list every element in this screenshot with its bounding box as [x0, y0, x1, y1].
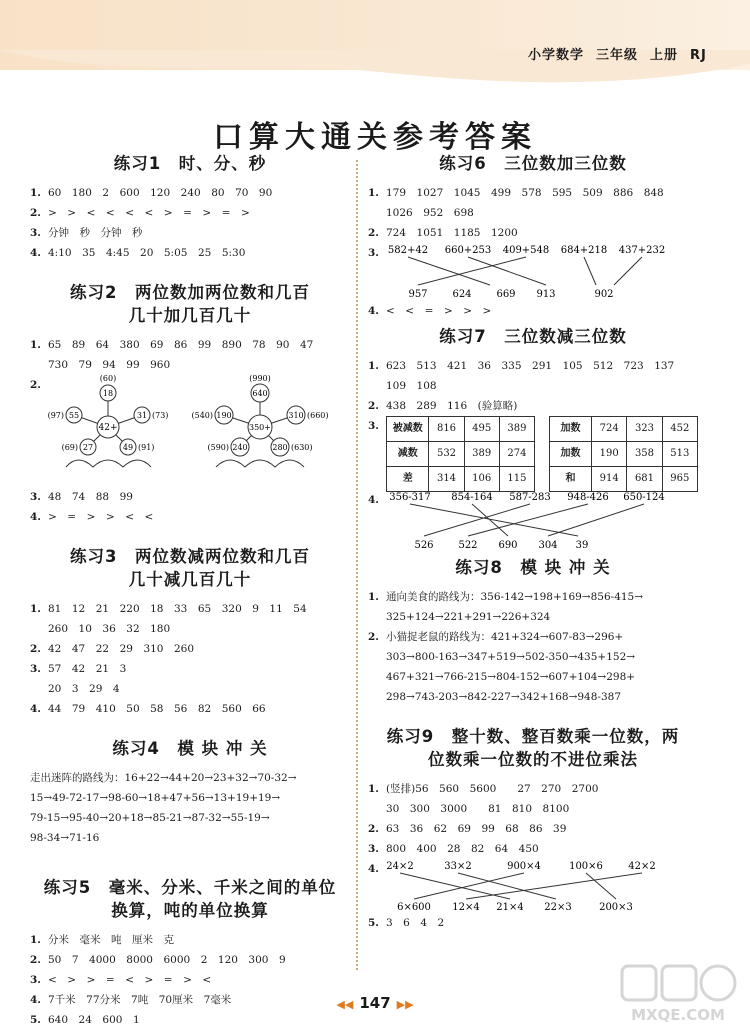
star-diagram-svg — [48, 375, 348, 487]
star1-left: 55 — [68, 411, 80, 420]
answer-text: 分米 毫米 吨 厘米 克 — [48, 934, 174, 946]
right-column — [368, 152, 698, 933]
table-cell: 452 — [662, 417, 697, 442]
star2-br-out: (630) — [291, 443, 313, 452]
match7-top-1: 356-317 — [389, 492, 431, 503]
section-5-title — [30, 876, 350, 922]
answer-text: 3 6 4 2 — [386, 917, 445, 929]
answer-line — [368, 647, 698, 667]
answer-num — [368, 647, 386, 667]
table-cell: 323 — [627, 417, 662, 442]
answer-text: 15→49-72-17→98-60→18+47+56→13+19+19→ — [30, 792, 281, 804]
page-title: 口算大通关参考答案 — [213, 120, 537, 155]
answer-text: 109 108 — [386, 380, 437, 392]
star1-br-out: (91) — [138, 443, 155, 452]
match7-bottom-1: 526 — [414, 540, 434, 551]
answer-text: 298→743-203→842-227→342+168→948-387 — [386, 691, 622, 703]
match9-top-5: 42×2 — [628, 861, 656, 872]
match6-bottom-1: 957 — [408, 289, 428, 300]
answer-text: 438 289 116 (验算略) — [386, 400, 518, 412]
answer-num — [368, 799, 386, 819]
star2-center: 350+ — [249, 423, 271, 432]
answer-text: 48 74 88 99 — [48, 491, 133, 503]
match7-top-3: 587-283 — [509, 492, 551, 503]
answer-line — [368, 667, 698, 687]
answer-num: 1. — [368, 360, 379, 372]
star1-left-out: (97) — [48, 411, 64, 420]
match9-bottom-2: 12×4 — [452, 902, 480, 913]
table-cell: 965 — [662, 467, 697, 492]
matching-7-svg — [386, 490, 686, 552]
answer-text: < > > = < > = > < — [48, 974, 212, 986]
matching-6-svg — [386, 243, 686, 301]
answer-line — [368, 587, 698, 607]
subtraction-table — [386, 416, 535, 492]
table-cell: 914 — [592, 467, 627, 492]
match9-bottom-1: 6×600 — [397, 902, 431, 913]
table-cell: 358 — [627, 442, 662, 467]
star2-bl-out: (590) — [207, 443, 229, 452]
answer-text: (竖排)56 560 5600 27 270 2700 — [386, 783, 599, 795]
answer-text: 通向美食的路线为：356-142→198+169→856-415→ — [386, 591, 644, 603]
answer-line — [30, 183, 350, 203]
matching-9-svg — [386, 859, 686, 913]
section-8-title: 练习8 模 块 冲 关 — [455, 558, 611, 577]
table-cell: 314 — [429, 467, 464, 492]
star2-top: 640 — [252, 389, 268, 398]
star2-right: 310 — [288, 411, 304, 420]
header-tag — [528, 44, 719, 63]
answer-text: < < = > > > — [386, 305, 492, 317]
match6-bottom-3: 669 — [496, 289, 516, 300]
match7-bottom-4: 304 — [538, 540, 558, 551]
prev-arrow-icon: ◀◀ — [336, 998, 354, 1011]
answer-text: 7千米 77分米 7吨 70厘米 7毫米 — [48, 994, 232, 1006]
answer-text: 42 47 22 29 310 260 — [48, 643, 195, 655]
match7-bottom-2: 522 — [458, 540, 478, 551]
section-9-title-line2: 位数乘一位数的不进位乘法 — [428, 750, 638, 769]
match7-top-5: 650-124 — [623, 492, 665, 503]
answer-line — [368, 356, 698, 376]
answer-num: 1. — [30, 934, 41, 946]
star-diagram-1 — [48, 375, 168, 467]
star-diagram-2 — [191, 375, 328, 467]
answer-text: 分钟 秒 分钟 秒 — [48, 227, 143, 239]
star1-top-out: (60) — [99, 375, 117, 383]
next-arrow-icon: ▶▶ — [396, 998, 414, 1011]
answer-text: 303→800-163→347+519→502-350→435+152→ — [386, 651, 636, 663]
answer-text: 467+321→766-215→804-152→607+104→298+ — [386, 671, 636, 683]
table-cell: 274 — [499, 442, 534, 467]
section-5-title-line2: 换算，吨的单位换算 — [111, 901, 269, 920]
table-cell: 389 — [499, 417, 534, 442]
section-9-title — [368, 725, 698, 771]
answer-line — [30, 243, 350, 263]
match7-top-4: 948-426 — [567, 492, 609, 503]
answer-line — [368, 627, 698, 647]
answer-line — [30, 335, 350, 355]
match6-top-4: 684+218 — [560, 245, 608, 256]
watermark — [618, 962, 738, 1030]
section-4-title: 练习4 模 块 冲 关 — [112, 739, 268, 758]
section-3-title — [30, 545, 350, 591]
column-divider — [356, 160, 358, 970]
answer-line — [368, 819, 698, 839]
header-subject: 小学数学 — [528, 48, 585, 63]
answer-line — [30, 355, 350, 375]
answer-text: > > < < < < > = > = > — [48, 207, 250, 219]
section-2-title-line1: 练习2 两位数加两位数和几百 — [70, 283, 310, 302]
match9-top-4: 100×6 — [569, 861, 603, 872]
star-diagrams — [30, 375, 350, 487]
star2-left: 190 — [216, 411, 232, 420]
matching-6 — [368, 243, 698, 301]
answer-num — [368, 687, 386, 707]
match7-bottom-5: 39 — [575, 540, 589, 551]
answer-num: 5. — [368, 917, 379, 929]
star2-top-out: (990) — [249, 375, 271, 383]
answer-text: 30 300 3000 81 810 8100 — [386, 803, 570, 815]
star2-br: 280 — [272, 443, 288, 452]
answer-line — [30, 223, 350, 243]
answer-text: 57 42 21 3 — [48, 663, 127, 675]
star1-right-out: (73) — [152, 411, 169, 420]
answer-text: 走出迷阵的路线为：16+22→44+20→23+32→70-32→ — [30, 772, 297, 784]
header-volume: 上册 — [650, 48, 679, 63]
star2-bl: 240 — [232, 443, 248, 452]
answer-line — [368, 183, 698, 203]
answer-text: 260 10 36 32 180 — [48, 623, 171, 635]
answer-line — [368, 839, 698, 859]
match6-top-3: 409+548 — [502, 245, 550, 256]
matching-7 — [368, 490, 698, 552]
answer-line — [30, 768, 350, 788]
answer-num: 3. — [368, 420, 379, 432]
star1-center: 42+ — [98, 423, 118, 433]
answer-num — [30, 619, 48, 639]
answer-line — [30, 659, 350, 679]
table-cell: 816 — [429, 417, 464, 442]
watermark-logo-icon — [618, 962, 738, 1006]
answer-text: 81 12 21 220 18 33 65 320 9 11 54 — [48, 603, 307, 615]
header-grade: 三年级 — [596, 48, 639, 63]
answer-text: 1026 952 698 — [386, 207, 474, 219]
answer-num: 4. — [368, 305, 379, 317]
match7-top-2: 854-164 — [451, 492, 493, 503]
answer-text: 60 180 2 600 120 240 80 70 90 — [48, 187, 273, 199]
answer-text: 800 400 28 82 64 450 — [386, 843, 539, 855]
answer-line — [368, 223, 698, 243]
section-2-title — [30, 281, 350, 327]
match7-bottom-3: 690 — [498, 540, 518, 551]
star2-right-out: (660) — [307, 411, 329, 420]
match9-top-1: 24×2 — [386, 861, 414, 872]
answer-num: 4. — [368, 863, 379, 875]
answer-num: 1. — [30, 339, 41, 351]
answer-num: 4. — [30, 511, 41, 523]
table-cell: 106 — [464, 467, 499, 492]
match6-top-1: 582+42 — [387, 245, 429, 256]
matching-9 — [368, 859, 698, 913]
answer-text: 325+124→221+291→226+324 — [386, 611, 551, 623]
answer-num — [368, 376, 386, 396]
match9-top-2: 33×2 — [444, 861, 472, 872]
page-number: 147 — [359, 994, 391, 1012]
answer-line — [30, 507, 350, 527]
table-cell: 115 — [499, 467, 534, 492]
table-cell: 和 — [550, 467, 592, 492]
answer-num: 5. — [30, 1014, 41, 1026]
answer-num: 3. — [30, 491, 41, 503]
answer-num: 2. — [30, 954, 41, 966]
answer-text: 44 79 410 50 58 56 82 560 66 — [48, 703, 266, 715]
answer-num: 4. — [30, 994, 41, 1006]
table-cell: 被减数 — [387, 417, 429, 442]
answer-line — [30, 599, 350, 619]
tables-row — [368, 416, 698, 490]
answer-num: 2. — [30, 643, 41, 655]
answer-num — [30, 679, 48, 699]
answer-line — [368, 607, 698, 627]
match9-bottom-4: 22×3 — [544, 902, 572, 913]
match6-bottom-4: 913 — [536, 289, 556, 300]
answer-num — [368, 607, 386, 627]
table-cell: 190 — [592, 442, 627, 467]
answer-text: 730 79 94 99 960 — [48, 359, 171, 371]
answer-line — [30, 699, 350, 719]
answer-line — [30, 828, 350, 848]
answer-num: 1. — [368, 783, 379, 795]
table-cell: 681 — [627, 467, 662, 492]
match6-bottom-5: 902 — [594, 289, 614, 300]
answer-num: 2. — [30, 379, 41, 391]
answer-num: 3. — [30, 663, 41, 675]
answer-num: 1. — [368, 187, 379, 199]
answer-num: 2. — [368, 227, 379, 239]
star1-br: 49 — [122, 443, 134, 452]
answer-text: 65 89 64 380 69 86 99 890 78 90 47 — [48, 339, 314, 351]
answer-text: > = > > < < — [48, 511, 154, 523]
section-1-title: 练习1 时、分、秒 — [113, 154, 267, 173]
answer-num: 4. — [30, 703, 41, 715]
answer-text: 4:10 35 4:45 20 5:05 25 5:30 — [48, 247, 246, 259]
answer-num — [368, 203, 386, 223]
answer-num: 2. — [368, 631, 379, 643]
star2-left-out: (540) — [191, 411, 213, 420]
section-7-title: 练习7 三位数减三位数 — [439, 327, 627, 346]
answer-num: 4. — [368, 494, 379, 506]
answer-num: 1. — [30, 187, 41, 199]
header-edition: RJ — [690, 48, 707, 63]
table-cell: 532 — [429, 442, 464, 467]
answer-line — [30, 970, 350, 990]
answer-line — [368, 301, 698, 321]
answer-num: 3. — [368, 247, 379, 259]
section-6-title: 练习6 三位数加三位数 — [439, 154, 627, 173]
answer-num: 2. — [368, 823, 379, 835]
answer-num: 3. — [30, 974, 41, 986]
table-cell: 495 — [464, 417, 499, 442]
answer-num: 3. — [30, 227, 41, 239]
star1-bl-out: (69) — [61, 443, 78, 452]
left-column — [30, 152, 350, 1030]
answer-text: 20 3 29 4 — [48, 683, 120, 695]
star1-bl: 27 — [82, 443, 94, 452]
answer-text: 79-15→95-40→20+18→85-21→87-32→55-19→ — [30, 812, 270, 824]
answer-num: 2. — [30, 207, 41, 219]
answer-line — [30, 679, 350, 699]
answer-num — [368, 667, 386, 687]
answer-text: 小猫捉老鼠的路线为：421+324→607-83→296+ — [386, 631, 624, 643]
answer-line — [368, 376, 698, 396]
answer-line — [30, 639, 350, 659]
section-3-title-line1: 练习3 两位数减两位数和几百 — [70, 547, 310, 566]
answer-num: 3. — [368, 843, 379, 855]
answer-line — [368, 396, 698, 416]
answer-text: 724 1051 1185 1200 — [386, 227, 518, 239]
table-cell: 389 — [464, 442, 499, 467]
answer-num: 1. — [30, 603, 41, 615]
match9-top-3: 900×4 — [507, 861, 541, 872]
answer-num: 4. — [30, 247, 41, 259]
star1-top: 18 — [102, 389, 114, 398]
match6-top-5: 437+232 — [618, 245, 666, 256]
answer-line — [30, 487, 350, 507]
answer-line — [30, 1010, 350, 1030]
answer-line — [30, 203, 350, 223]
section-2-title-line2: 几十加几百几十 — [128, 306, 252, 325]
addition-table — [549, 416, 698, 492]
answer-line — [30, 788, 350, 808]
answer-line — [30, 950, 350, 970]
section-5-title-line1: 练习5 毫米、分米、千米之间的单位 — [43, 878, 337, 897]
answer-line — [30, 930, 350, 950]
answer-num: 2. — [368, 400, 379, 412]
match6-top-2: 660+253 — [444, 245, 492, 256]
star1-right: 31 — [136, 411, 148, 420]
answer-text: 179 1027 1045 499 578 595 509 886 848 — [386, 187, 664, 199]
answer-line — [368, 913, 698, 933]
match9-bottom-3: 21×4 — [496, 902, 524, 913]
table-cell: 差 — [387, 467, 429, 492]
answer-line — [368, 799, 698, 819]
section-9-title-line1: 练习9 整十数、整百数乘一位数，两 — [386, 727, 680, 746]
match9-bottom-5: 200×3 — [599, 902, 633, 913]
match6-bottom-2: 624 — [452, 289, 472, 300]
table-cell: 减数 — [387, 442, 429, 467]
watermark-text: MXQE.COM — [631, 1006, 725, 1024]
table-cell: 513 — [662, 442, 697, 467]
table-cell: 加数 — [550, 442, 592, 467]
answer-text: 640 24 600 1 — [48, 1014, 140, 1026]
answer-line — [30, 619, 350, 639]
table-cell: 724 — [592, 417, 627, 442]
answer-num: 1. — [368, 591, 379, 603]
answer-line — [368, 779, 698, 799]
answer-text: 63 36 62 69 99 68 86 39 — [386, 823, 567, 835]
answer-line — [30, 808, 350, 828]
answer-text: 98-34→71-16 — [30, 832, 100, 844]
answer-line — [368, 203, 698, 223]
answer-line — [368, 687, 698, 707]
table-cell: 加数 — [550, 417, 592, 442]
answer-text: 623 513 421 36 335 291 105 512 723 137 — [386, 360, 675, 372]
answer-text: 50 7 4000 8000 6000 2 120 300 9 — [48, 954, 286, 966]
section-3-title-line2: 几十减几百几十 — [128, 570, 252, 589]
